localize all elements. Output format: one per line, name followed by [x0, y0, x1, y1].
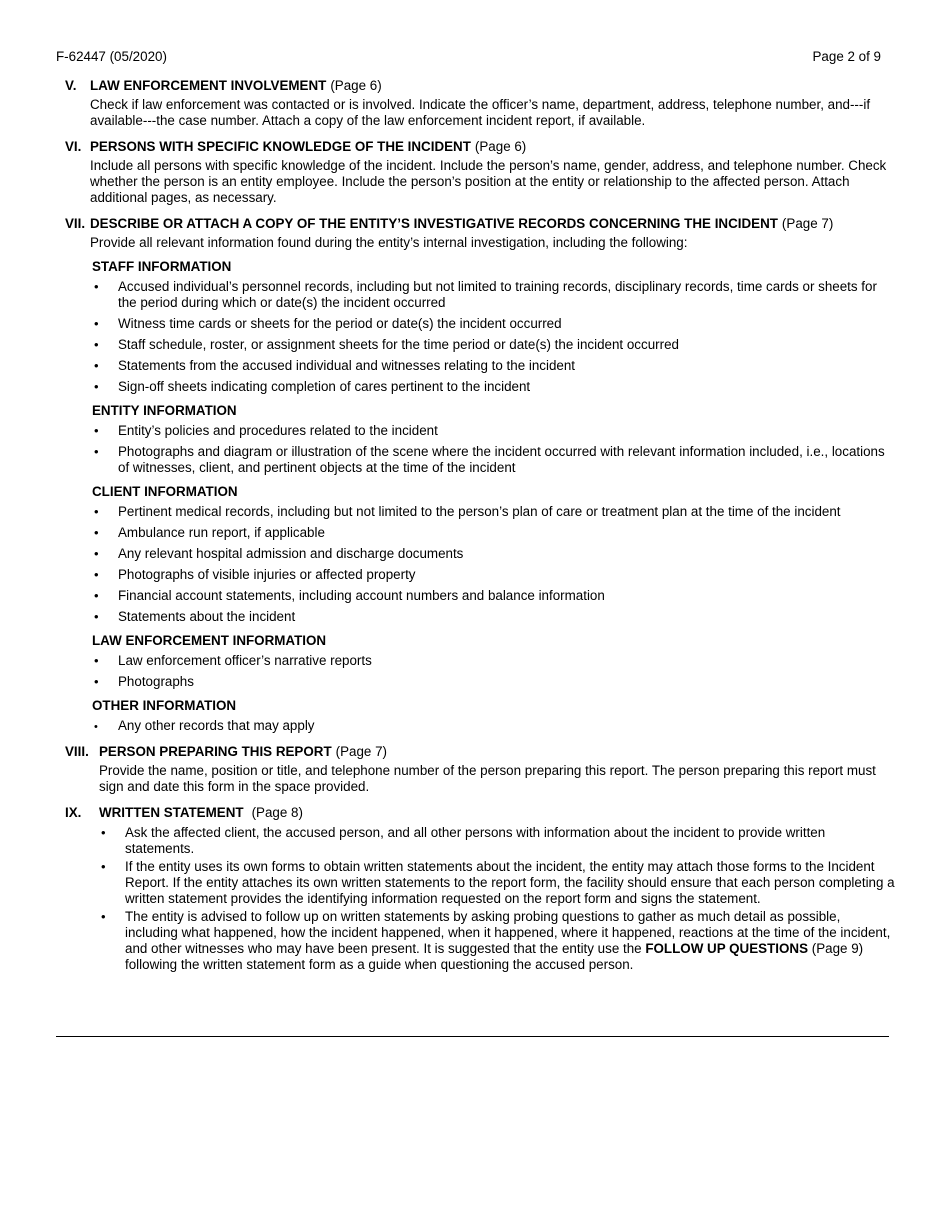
list-item: • Witness time cards or sheets for the period or date(s) the incident occurred: [92, 316, 895, 332]
section-title: LAW ENFORCEMENT INVOLVEMENT: [90, 78, 327, 93]
list-item: • Sign-off sheets indicating completion of cares pertinent to the incident: [92, 379, 895, 395]
list-item: • Pertinent medical records, including but not limited to the person’s plan of care or treatment plan at the time of the incident: [92, 504, 895, 520]
section-text: Provide the name, position or title, and telephone number of the person preparing this report. The person preparing this report must sign and date this form in the space provided.: [99, 763, 876, 794]
list-item: • Law enforcement officer’s narrative reports: [92, 653, 895, 669]
list-item: • Statements from the accused individual and witnesses relating to the incident: [92, 358, 895, 374]
form-number: F-62447 (05/2020): [56, 49, 167, 64]
statement-text: (Page 9) following the written statement form as a guide when questioning the accused person.: [125, 941, 864, 972]
subsection-title: CLIENT INFORMATION: [92, 484, 238, 499]
subsection-title: STAFF INFORMATION: [92, 259, 232, 274]
list-item: • Statements about the incident: [92, 609, 895, 625]
subsection-title: OTHER INFORMATION: [92, 698, 237, 713]
section-vii: [65, 216, 895, 734]
list-item: • Any other records that may apply: [92, 718, 895, 734]
section-number: V.: [65, 78, 77, 93]
list-item: • Ambulance run report, if applicable: [92, 525, 895, 541]
section-title: DESCRIBE OR ATTACH A COPY OF THE ENTITY’S INVESTIGATIVE RECORDS CONCERNING THE INCIDENT: [90, 216, 778, 231]
section-text: Check if law enforcement was contacted or is involved. Indicate the officer’s name, department, address, telephone number, and---if available---the case number. Attach a copy of the law enforcement incident report, if available.: [90, 97, 871, 128]
list-item: • If the entity uses its own forms to obtain written statements about the incident, the entity may attach those forms to the Incident Report. If the entity attaches its own written statements to the report form, the facility should ensure that each person completing a written statement provides the identifying information requested on the report form and signs the statement.: [99, 859, 895, 907]
other-information: [92, 698, 895, 734]
page-reference: (Page 8): [251, 805, 303, 820]
section-text: Provide all relevant information found during the entity’s internal investigation, including the following:: [90, 235, 688, 250]
section-title: PERSONS WITH SPECIFIC KNOWLEDGE OF THE INCIDENT: [90, 139, 471, 154]
page-reference: (Page 6): [330, 78, 382, 93]
entity-information: [92, 403, 895, 476]
list-item: • Entity’s policies and procedures related to the incident: [92, 423, 895, 439]
section-viii: [65, 744, 895, 795]
follow-up-questions-ref: FOLLOW UP QUESTIONS: [645, 941, 809, 956]
section-number: VII.: [65, 216, 86, 231]
staff-information: [92, 259, 895, 395]
list-item: • Photographs: [92, 674, 895, 690]
law-enforcement-information: [92, 633, 895, 690]
section-number: VI.: [65, 139, 82, 154]
section-title: WRITTEN STATEMENT: [99, 805, 244, 820]
list-item: • Accused individual’s personnel records, including but not limited to training records, disciplinary records, time cards or sheets for the period during which or date(s) the incident occurred: [92, 279, 895, 311]
list-item: • Photographs of visible injuries or affected property: [92, 567, 895, 583]
list-item: • Any relevant hospital admission and discharge documents: [92, 546, 895, 562]
section-v: [65, 78, 895, 129]
statement-text: The entity is advised to follow up on written statements by asking probing questions to gather as much detail as possible, including what happened, how the incident happened, when it happened, where it happened, reactions at the time of the incident, and other witnesses who may have been present. It is suggested that the entity use the: [125, 909, 891, 956]
page-number: Page 2 of 9: [812, 49, 881, 64]
page-reference: (Page 7): [335, 744, 387, 759]
client-information: [92, 484, 895, 625]
page-reference: (Page 7): [781, 216, 834, 231]
section-vi: [65, 139, 895, 206]
list-item: [99, 909, 895, 973]
list-item: • Financial account statements, including account numbers and balance information: [92, 588, 895, 604]
section-ix: [65, 805, 895, 973]
list-item: • Ask the affected client, the accused person, and all other persons with information about the incident to provide written statements.: [99, 825, 895, 857]
list-item: • Photographs and diagram or illustration of the scene where the incident occurred with relevant information included, i.e., locations of witnesses, client, and pertinent objects at the time of the incident: [92, 444, 895, 476]
list-item: • Staff schedule, roster, or assignment sheets for the time period or date(s) the incident occurred: [92, 337, 895, 353]
page-reference: (Page 6): [474, 139, 527, 154]
subsection-title: LAW ENFORCEMENT INFORMATION: [92, 633, 327, 648]
section-number: IX.: [65, 805, 82, 820]
section-text: Include all persons with specific knowledge of the incident. Include the person’s name, gender, address, and telephone number. Check whether the person is an entity employee. Include the person’s position at the entity or relationship to the affected person. Attach additional pages, as necessary.: [90, 158, 887, 205]
subsection-title: ENTITY INFORMATION: [92, 403, 237, 418]
footer-divider: [56, 1036, 889, 1037]
section-title: PERSON PREPARING THIS REPORT: [99, 744, 332, 759]
section-number: VIII.: [65, 744, 89, 759]
document-body: [65, 78, 895, 983]
